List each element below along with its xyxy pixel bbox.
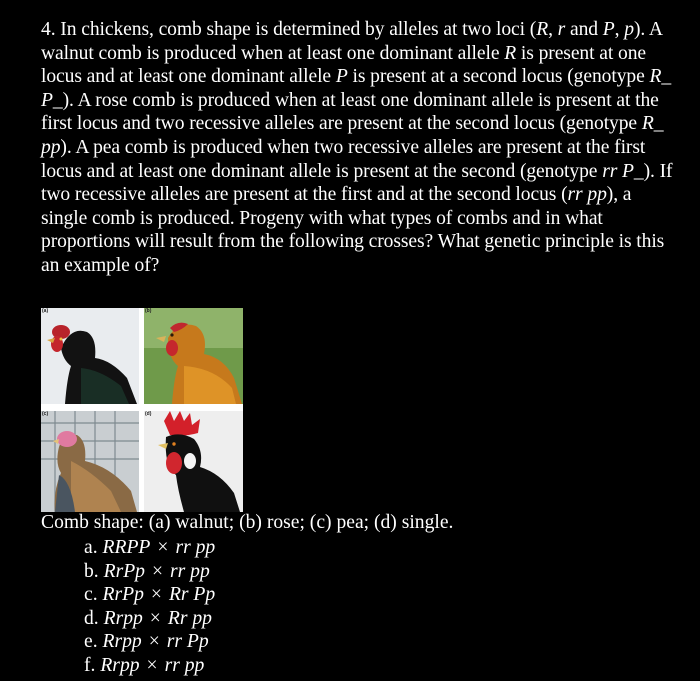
cross-symbol: × [157, 537, 169, 558]
item-letter: f. [84, 654, 96, 676]
genotype: R_ P_ [41, 66, 672, 111]
parent-genotype: Rrpp [102, 631, 142, 653]
list-item [84, 560, 215, 584]
panel-label-a: (a) [42, 308, 49, 314]
question-part: ). If two recessive alleles are present at the first and at the second locus ( [41, 160, 673, 206]
item-letter: b. [84, 560, 99, 582]
genotype: R_ pp [41, 113, 664, 158]
question-part: is present at a second locus (genotype [347, 66, 650, 88]
single-comb-photo [144, 411, 243, 512]
allele: R [504, 42, 517, 64]
question-part: is present at one locus and at least one dominant allele [41, 42, 646, 88]
parent-genotype: rr pp [175, 537, 216, 558]
item-letter: e. [84, 631, 98, 653]
pea-comb-photo [41, 411, 139, 512]
allele: r [557, 19, 566, 40]
parent-genotype: RRPP [102, 537, 151, 558]
genotype: rr P_ [602, 160, 644, 182]
allele: P [335, 66, 348, 88]
parent-genotype: Rr Pp [168, 584, 216, 606]
list-item [84, 536, 215, 560]
item-letter: d. [84, 607, 99, 629]
allele: R [536, 19, 549, 40]
question-part: ), a single comb is produced. Progeny with what types of combs and in what proportions will result from the following crosses? What genetic principle is this an example of? [41, 184, 665, 276]
item-letter: a. [84, 537, 98, 558]
cross-symbol: × [146, 654, 158, 676]
parent-genotype: Rr pp [167, 607, 212, 629]
cross-symbol: × [149, 607, 161, 629]
question-part: In chickens, comb shape is determined by alleles at two loci ( [55, 19, 537, 40]
list-item [84, 607, 215, 631]
rose-comb-photo [144, 308, 243, 404]
list-item [84, 583, 215, 607]
single-rooster-illustration [144, 411, 243, 512]
rose-rooster-illustration [144, 308, 243, 404]
question-part: , [548, 19, 558, 40]
comb-photo-grid [41, 308, 243, 512]
allele: p [624, 19, 634, 40]
panel-label-b: (b) [145, 308, 152, 314]
question-part: , [614, 19, 625, 40]
list-item [84, 630, 215, 654]
question-part: ). A rose comb is produced when at least one dominant allele is present at the first locus and two recessive alleles are present at the second locus (genotype [41, 89, 659, 135]
parent-genotype: RrPp [103, 560, 145, 582]
pea-hen-illustration [41, 411, 139, 512]
parent-genotype: Rrpp [103, 607, 143, 629]
question-number: 4. [41, 19, 56, 40]
cross-list [84, 536, 215, 678]
walnut-rooster-illustration [41, 308, 139, 404]
cross-symbol: × [148, 631, 160, 653]
question-text [41, 18, 681, 278]
question-part: ). A walnut comb is produced when at least one dominant allele [41, 19, 662, 64]
parent-genotype: Rrpp [100, 654, 140, 676]
list-item [84, 654, 215, 678]
parent-genotype: rr pp [164, 654, 205, 676]
panel-label-c: (c) [42, 411, 49, 417]
walnut-comb-photo [41, 308, 139, 404]
cross-symbol: × [150, 584, 162, 606]
cross-symbol: × [151, 560, 164, 582]
parent-genotype: rr Pp [166, 631, 209, 653]
figure-caption: Comb shape: (a) walnut; (b) rose; (c) pea; (d) single. [41, 512, 454, 533]
question-part: ). A pea comb is produced when two recessive alleles are present at the first locus and at least one dominant allele is present at the second (genotype [41, 136, 646, 182]
item-letter: c. [84, 584, 98, 606]
panel-label-d: (d) [145, 411, 152, 417]
allele: P [602, 19, 615, 40]
genotype: rr pp [567, 184, 607, 206]
question-part: and [565, 19, 603, 40]
parent-genotype: rr pp [170, 560, 210, 582]
parent-genotype: RrPp [102, 584, 144, 606]
